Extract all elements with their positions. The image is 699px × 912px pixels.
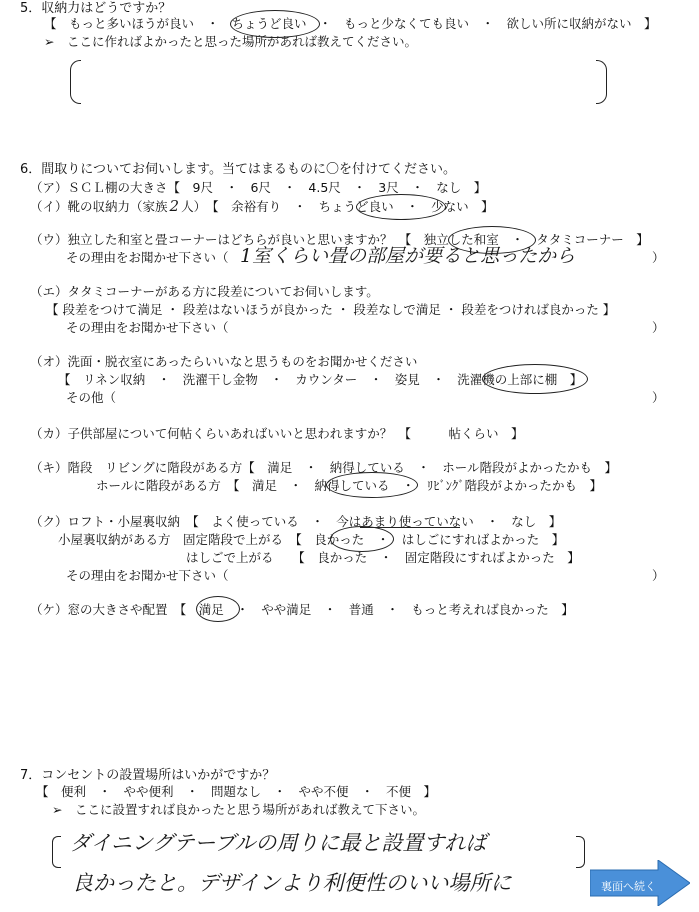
q5-prompt: ➢ ここに作ればよかったと思った場所があれば教えてください。 <box>44 34 417 49</box>
q5-answer-box-left <box>70 60 81 104</box>
q6-ku-reason-close: ） <box>652 568 665 583</box>
q7-prompt: ➢ ここに設置すれば良かったと思う場所があれば教えて下さい。 <box>52 802 425 817</box>
q7-answer-box-right <box>576 836 585 868</box>
q6-ku-fixed-stairs: 小屋裏収納がある方 固定階段で上がる 【 良かった ・ はしごにすればよかった 】 <box>58 532 565 547</box>
q7-answer-box-left <box>52 836 61 868</box>
q5-title: 5．収納力はどうですか？ <box>20 1 172 16</box>
q6-ke-answer-circle <box>196 596 240 622</box>
q6-ku-reason-label: その理由をお聞かせ下さい（ <box>66 568 229 583</box>
q6-u-washitsu: （ウ）独立した和室と畳コーナーはどちらが良いと思いますか？ 【 独立した和室 ・ タタミコーナー 】 <box>30 232 649 247</box>
q6-ki-stairs-living: （キ）階段 リビングに階段がある方【 満足 ・ 納得している ・ ホール階段がよかったかも 】 <box>30 460 618 475</box>
q6-ka-kids-room: （カ）子供部屋について何帖くらいあればいいと思われますか？ 【 帖くらい 】 <box>30 426 524 441</box>
q6-o-options: 【 リネン収納 ・ 洗濯干し金物 ・ カウンター ・ 姿見 ・ 洗濯機の上部に棚 】 <box>58 372 583 387</box>
q7-answer-line-2: 良かったと。デザインより利便性のいい場所に <box>72 871 512 895</box>
q6-ku-fixed-answer-circle <box>330 526 394 552</box>
q6-ku-loft: （ク）ロフト・小屋裏収納 【 よく使っている ・ 今はあまり使っていない ・ なし 】 <box>30 514 562 529</box>
q5-answer-box-right <box>596 60 607 104</box>
q7-options: 【 便利 ・ やや便利 ・ 問題なし ・ やや不便 ・ 不便 】 <box>36 784 437 799</box>
q6-ku-ladder: はしごで上がる 【 良かった ・ 固定階段にすればよかった 】 <box>186 550 580 565</box>
next-page-label[interactable]: 裏面へ続く <box>601 880 656 893</box>
q6-o-washroom: （オ）洗面・脱衣室にあったらいいなと思うものをお聞かせください <box>30 354 418 369</box>
q5-options: 【 もっと多いほうが良い ・ ちょうど良い ・ もっと少なくても良い ・ 欲しい所に収納がない 】 <box>44 16 657 31</box>
q6-u-reason-label: その理由をお聞かせ下さい（ <box>66 250 229 265</box>
q6-a-scl-shelf: （ア）ＳＣＬ棚の大きさ【 9尺 ・ 6尺 ・ 4.5尺 ・ 3尺 ・ なし 】 <box>30 180 487 195</box>
q6-e-step: （エ）タタミコーナーがある方に段差についてお伺いします。 <box>30 284 379 299</box>
q6-o-other-label: その他（ <box>66 390 117 405</box>
q7-answer-line-1: ダイニングテーブルの周りに最と設置すれば <box>70 831 487 855</box>
q6-e-reason-close: ） <box>652 320 665 335</box>
q6-u-reason-answer: 1室くらい畳の部屋が要ると思ったから <box>240 245 576 267</box>
q6-o-answer-circle <box>482 364 588 394</box>
q6-ki-answer-circle <box>326 472 418 498</box>
q5-answer-circle <box>230 10 320 38</box>
q6-ki-stairs-hall: ホールに階段がある方 【 満足 ・ 納得している ・ ﾘﾋﾞﾝｸﾞ階段がよかったかも 】 <box>96 478 603 493</box>
q6-e-reason-label: その理由をお聞かせ下さい（ <box>66 320 229 335</box>
q6-i-label: （イ）靴の収納力（家族 <box>30 199 168 214</box>
q6-e-options: 【 段差をつけて満足 ・ 段差はないほうが良かった ・ 段差なしで満足 ・ 段差をつければ良かった 】 <box>46 302 616 317</box>
q6-ke-window: （ケ）窓の大きさや配置 【 満足 ・ やや満足 ・ 普通 ・ もっと考えれば良かった 】 <box>30 602 574 617</box>
q6-i-answer-circle <box>356 194 446 220</box>
q6-o-other-close: ） <box>652 390 665 405</box>
q6-i-family-count: 2 <box>169 197 180 215</box>
q7-title: 7．コンセントの設置場所はいかがですか？ <box>20 768 276 783</box>
q6-u-reason-close: ） <box>652 250 665 265</box>
q6-i-options: 人） 【 余裕有り ・ ちょうど良い ・ 少ない 】 <box>181 199 494 214</box>
q6-title: 6．間取りについてお伺いします。当てはまるものに〇を付けてください。 <box>20 162 456 177</box>
